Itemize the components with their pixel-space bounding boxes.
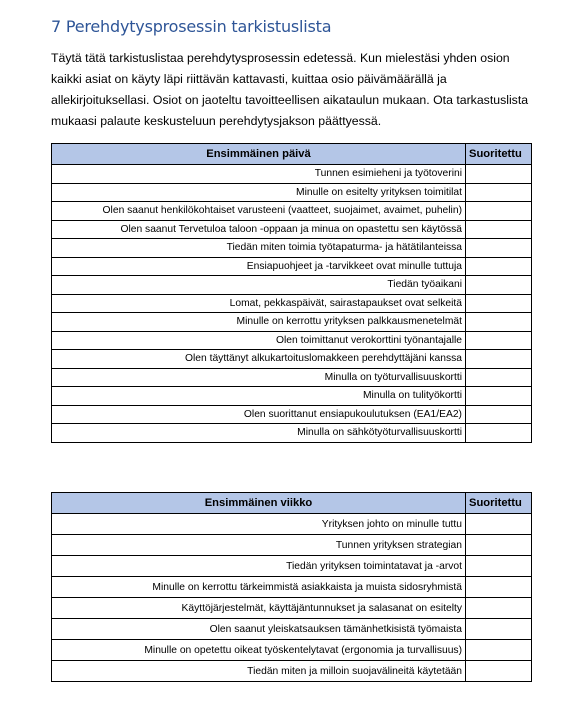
table-row bbox=[52, 183, 532, 202]
checklist-item: Tiedän miten ja milloin suojavälineitä käytetään bbox=[52, 661, 466, 682]
completed-cell[interactable] bbox=[466, 387, 532, 406]
completed-cell[interactable] bbox=[466, 640, 532, 661]
checklist-item: Ensiapuohjeet ja -tarvikkeet ovat minulle tuttuja bbox=[52, 257, 466, 276]
intro-paragraph: Täytä tätä tarkistuslistaa perehdytysprosessin edetessä. Kun mielestäsi yhden osion kaikki asiat on käyty läpi riittävän kattavasti, kuittaa osio päivämäärällä ja allekirjoituksellasi. Osiot on jaoteltu tavoitteellisen aikataulun mukaan. Ota tarkastuslista mukaasi palaute keskusteluun perehdytysjakson päättyessä. bbox=[51, 51, 529, 128]
checklist-item: Minulla on sähkötyöturvallisuuskortti bbox=[52, 424, 466, 443]
completed-cell[interactable] bbox=[466, 514, 532, 535]
section-title: Ensimmäinen päivä bbox=[52, 144, 466, 165]
table-row bbox=[52, 598, 532, 619]
checklist-item: Minulle on kerrottu yrityksen palkkausmenetelmät bbox=[52, 313, 466, 332]
checklist-first-week bbox=[51, 492, 532, 682]
checklist-item: Käyttöjärjestelmät, käyttäjäntunnukset ja salasanat on esitelty bbox=[52, 598, 466, 619]
completed-cell[interactable] bbox=[466, 257, 532, 276]
completed-cell[interactable] bbox=[466, 331, 532, 350]
completed-cell[interactable] bbox=[466, 619, 532, 640]
completed-cell[interactable] bbox=[466, 405, 532, 424]
checklist-item: Olen saanut henkilökohtaiset varusteeni (vaatteet, suojaimet, avaimet, puhelin) bbox=[52, 202, 466, 221]
checklist-item: Minulla on työturvallisuuskortti bbox=[52, 368, 466, 387]
checklist-item: Tiedän yrityksen toimintatavat ja -arvot bbox=[52, 556, 466, 577]
completed-cell[interactable] bbox=[466, 239, 532, 258]
completed-cell[interactable] bbox=[466, 424, 532, 443]
table-row bbox=[52, 577, 532, 598]
table-row bbox=[52, 640, 532, 661]
table-row bbox=[52, 276, 532, 295]
completed-cell[interactable] bbox=[466, 294, 532, 313]
checklist-item: Tiedän työaikani bbox=[52, 276, 466, 295]
table-row bbox=[52, 239, 532, 258]
table-row bbox=[52, 387, 532, 406]
checklist-item: Lomat, pekkaspäivät, sairastapaukset ovat selkeitä bbox=[52, 294, 466, 313]
checklist-item: Minulla on tulityökortti bbox=[52, 387, 466, 406]
checklist-item: Tunnen esimieheni ja työtoverini bbox=[52, 165, 466, 184]
table-row bbox=[52, 661, 532, 682]
completed-cell[interactable] bbox=[466, 577, 532, 598]
completed-cell[interactable] bbox=[466, 183, 532, 202]
completed-cell[interactable] bbox=[466, 598, 532, 619]
table-row bbox=[52, 424, 532, 443]
completed-cell[interactable] bbox=[466, 661, 532, 682]
done-column-header: Suoritettu bbox=[466, 493, 532, 514]
table-header-row bbox=[52, 493, 532, 514]
checklist-item: Minulle on esitelty yrityksen toimitilat bbox=[52, 183, 466, 202]
table-row bbox=[52, 331, 532, 350]
page-title: 7 Perehdytysprosessin tarkistuslista bbox=[51, 16, 332, 36]
table-header-row bbox=[52, 144, 532, 165]
table-row bbox=[52, 165, 532, 184]
table-row bbox=[52, 202, 532, 221]
checklist-item: Olen suorittanut ensiapukoulutuksen (EA1/EA2) bbox=[52, 405, 466, 424]
checklist-item: Minulle on opetettu oikeat työskentelytavat (ergonomia ja turvallisuus) bbox=[52, 640, 466, 661]
checklist-item: Yrityksen johto on minulle tuttu bbox=[52, 514, 466, 535]
completed-cell[interactable] bbox=[466, 220, 532, 239]
completed-cell[interactable] bbox=[466, 202, 532, 221]
completed-cell[interactable] bbox=[466, 350, 532, 369]
checklist-item: Olen saanut Tervetuloa taloon -oppaan ja minua on opastettu sen käytössä bbox=[52, 220, 466, 239]
completed-cell[interactable] bbox=[466, 556, 532, 577]
checklist-first-day bbox=[51, 143, 532, 443]
table-row bbox=[52, 405, 532, 424]
completed-cell[interactable] bbox=[466, 535, 532, 556]
checklist-item: Olen toimittanut verokorttini työnantajalle bbox=[52, 331, 466, 350]
table-row bbox=[52, 257, 532, 276]
table-row bbox=[52, 556, 532, 577]
checklist-item: Olen täyttänyt alkukartoituslomakkeen perehdyttäjäni kanssa bbox=[52, 350, 466, 369]
completed-cell[interactable] bbox=[466, 368, 532, 387]
checklist-item: Olen saanut yleiskatsauksen tämänhetkisistä työmaista bbox=[52, 619, 466, 640]
checklist-item: Tunnen yrityksen strategian bbox=[52, 535, 466, 556]
table-row bbox=[52, 350, 532, 369]
table-row bbox=[52, 535, 532, 556]
section-title: Ensimmäinen viikko bbox=[52, 493, 466, 514]
table-row bbox=[52, 294, 532, 313]
table-row bbox=[52, 368, 532, 387]
completed-cell[interactable] bbox=[466, 276, 532, 295]
table-row bbox=[52, 313, 532, 332]
table-row bbox=[52, 619, 532, 640]
checklist-item: Tiedän miten toimia työtapaturma- ja hätätilanteissa bbox=[52, 239, 466, 258]
done-column-header: Suoritettu bbox=[466, 144, 532, 165]
table-row bbox=[52, 514, 532, 535]
completed-cell[interactable] bbox=[466, 165, 532, 184]
checklist-item: Minulle on kerrottu tärkeimmistä asiakkaista ja muista sidosryhmistä bbox=[52, 577, 466, 598]
completed-cell[interactable] bbox=[466, 313, 532, 332]
table-row bbox=[52, 220, 532, 239]
